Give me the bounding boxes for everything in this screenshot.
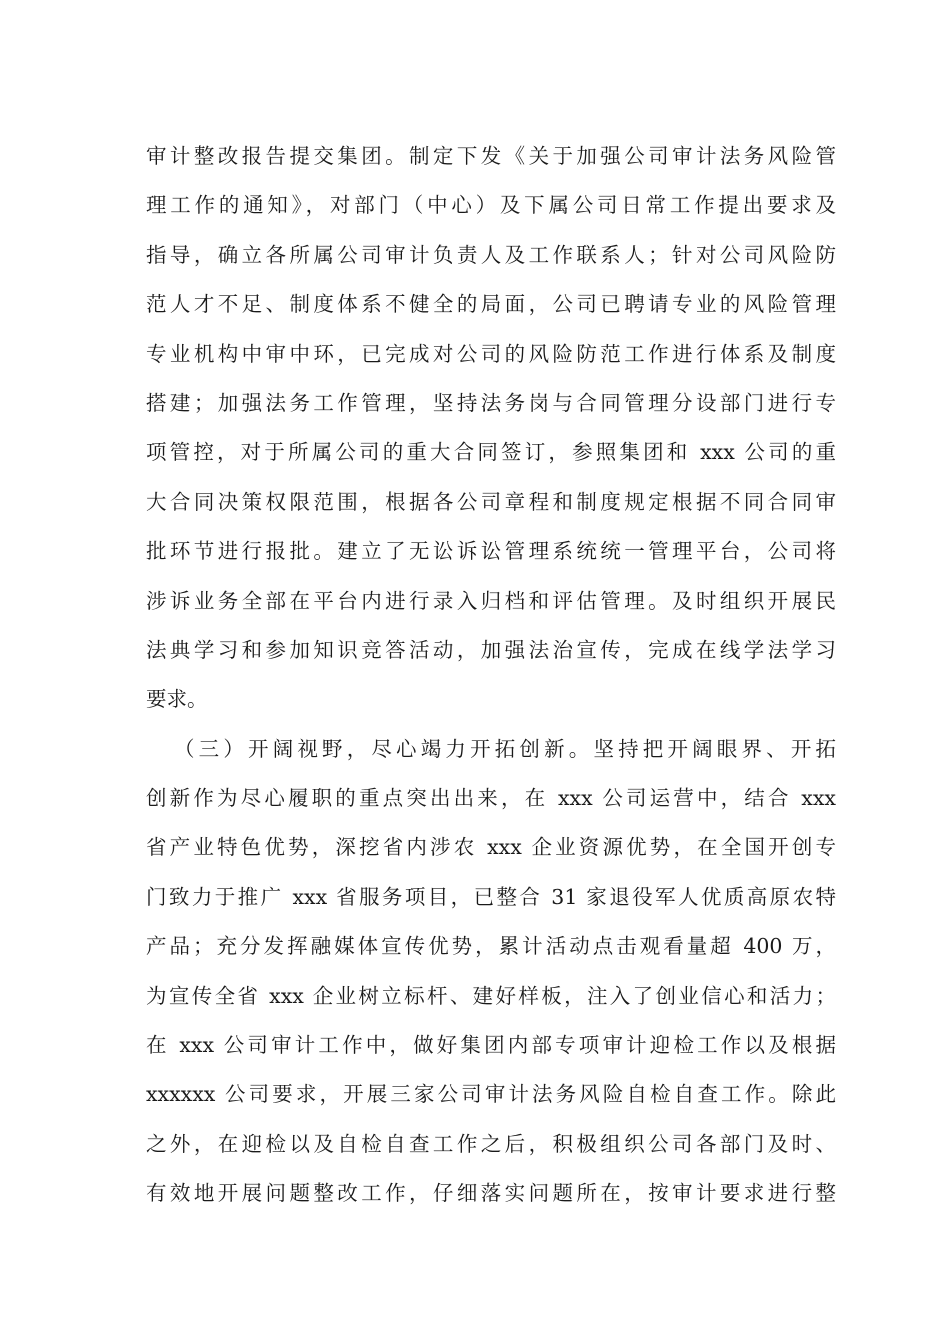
text-line: 指导，确立各所属公司审计负责人及工作联系人；针对公司风险防 xyxy=(146,242,836,267)
section-heading-line: （三）开阔视野，尽心竭力开拓创新。坚持把开阔眼界、开拓 xyxy=(174,736,836,761)
text-line: 有效地开展问题整改工作，仔细落实问题所在，按审计要求进行整 xyxy=(146,1181,836,1206)
text-line: 为宣传全省 xxx 企业树立标杆、建好样板，注入了创业信心和活力； xyxy=(146,983,836,1008)
text-line: 法典学习和参加知识竞答活动，加强法治宣传，完成在线学法学习 xyxy=(146,637,836,662)
text-line: 大合同决策权限范围，根据各公司章程和制度规定根据不同合同审 xyxy=(146,489,836,514)
text-line: 理工作的通知》，对部门（中心）及下属公司日常工作提出要求及 xyxy=(146,193,836,218)
text-line: xxxxxx 公司要求，开展三家公司审计法务风险自检自查工作。除此 xyxy=(146,1082,836,1107)
text-line: 批环节进行报批。建立了无讼诉讼管理系统统一管理平台，公司将 xyxy=(146,539,836,564)
text-line: 在 xxx 公司审计工作中，做好集团内部专项审计迎检工作以及根据 xyxy=(146,1033,836,1058)
text-line: 项管控，对于所属公司的重大合同签订，参照集团和 xxx 公司的重 xyxy=(146,440,836,465)
text-line: 专业机构中审中环，已完成对公司的风险防范工作进行体系及制度 xyxy=(146,341,836,366)
document-body xyxy=(146,132,836,1219)
text-line: 搭建；加强法务工作管理，坚持法务岗与合同管理分设部门进行专 xyxy=(146,390,836,415)
text-line: 之外，在迎检以及自检自查工作之后，积极组织公司各部门及时、 xyxy=(146,1131,836,1156)
text-line: 省产业特色优势，深挖省内涉农 xxx 企业资源优势，在全国开创专 xyxy=(146,835,836,860)
text-line: 产品；充分发挥融媒体宣传优势，累计活动点击观看量超 400 万， xyxy=(146,934,836,959)
text-line: 创新作为尽心履职的重点突出出来，在 xxx 公司运营中，结合 xxx xyxy=(146,786,836,811)
text-line: 审计整改报告提交集团。制定下发《关于加强公司审计法务风险管 xyxy=(146,144,836,168)
text-line: 涉诉业务全部在平台内进行录入归档和评估管理。及时组织开展民 xyxy=(146,588,836,613)
text-line: 要求。 xyxy=(146,687,208,712)
text-line: 范人才不足、制度体系不健全的局面，公司已聘请专业的风险管理 xyxy=(146,292,836,317)
text-line: 门致力于推广 xxx 省服务项目，已整合 31 家退役军人优质高原农特 xyxy=(146,884,836,909)
